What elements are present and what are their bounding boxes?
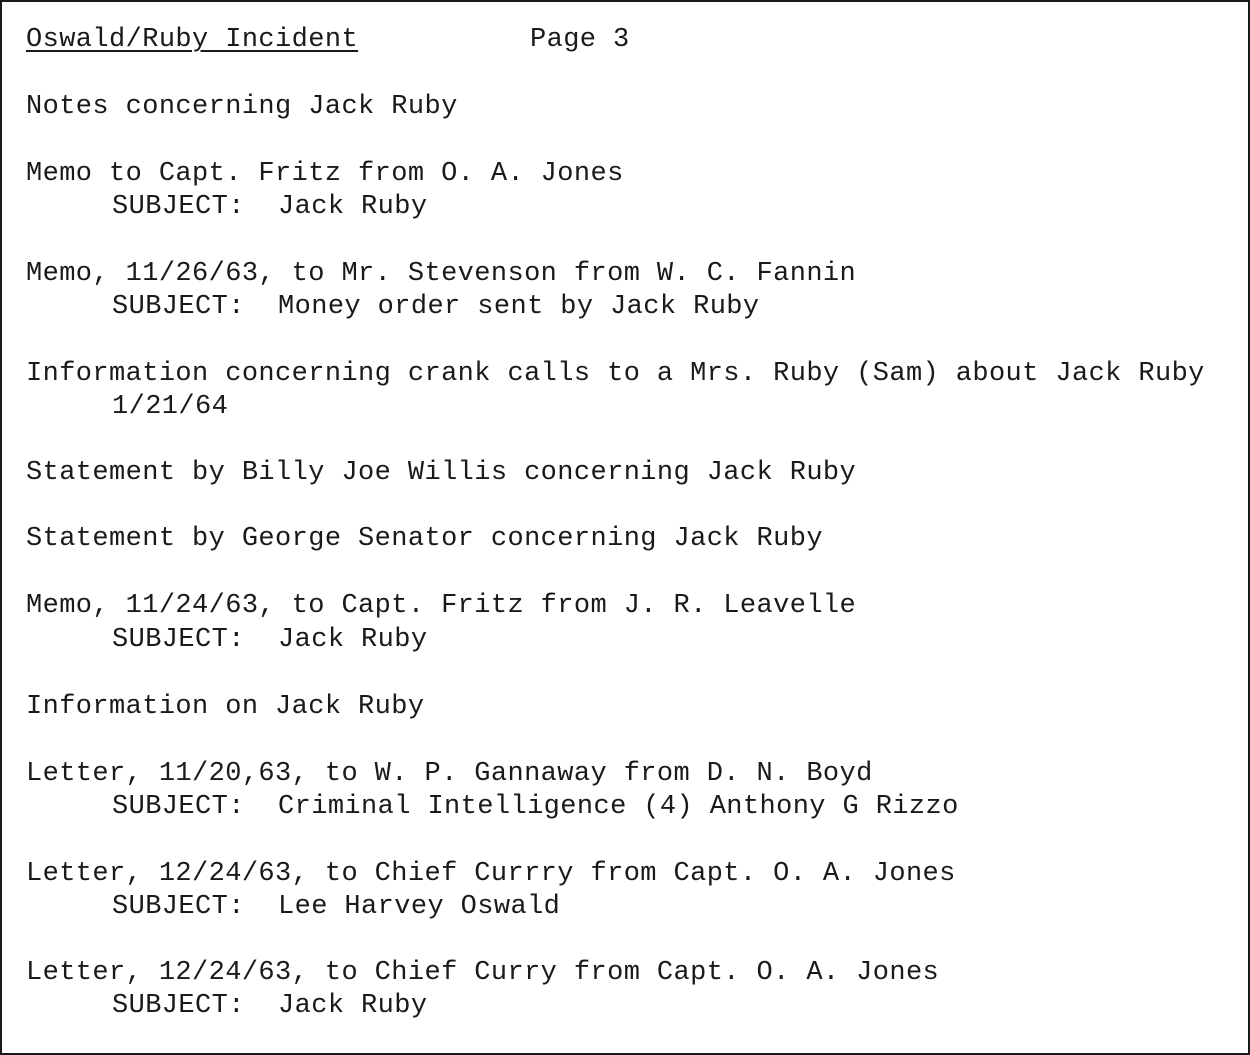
- entry-11-line-1: Letter, 12/24/63, to Chief Curry from Capt. O. A. Jones: [26, 958, 940, 988]
- document-title: Oswald/Ruby Incident: [26, 25, 359, 55]
- entry-1-line-1: Notes concerning Jack Ruby: [26, 92, 458, 122]
- entry-9-subject: SUBJECT: Criminal Intelligence (4) Anthony G Rizzo: [112, 792, 959, 822]
- entry-10-line-1: Letter, 12/24/63, to Chief Currry from Capt. O. A. Jones: [26, 859, 956, 889]
- entry-3-line-1: Memo, 11/26/63, to Mr. Stevenson from W. C. Fannin: [26, 259, 857, 289]
- entry-9-line-1: Letter, 11/20,63, to W. P. Gannaway from D. N. Boyd: [26, 759, 873, 789]
- entry-6-line-1: Statement by George Senator concerning Jack Ruby: [26, 524, 823, 554]
- entry-8-line-1: Information on Jack Ruby: [26, 692, 425, 722]
- entry-2-line-1: Memo to Capt. Fritz from O. A. Jones: [26, 159, 624, 189]
- entry-4-line-2: 1/21/64: [112, 392, 229, 422]
- entry-2-subject: SUBJECT: Jack Ruby: [112, 192, 428, 222]
- entry-10-subject: SUBJECT: Lee Harvey Oswald: [112, 892, 561, 922]
- entry-4-line-1: Information concerning crank calls to a Mrs. Ruby (Sam) about Jack Ruby: [26, 359, 1205, 389]
- entry-7-line-1: Memo, 11/24/63, to Capt. Fritz from J. R. Leavelle: [26, 591, 857, 621]
- entry-11-subject: SUBJECT: Jack Ruby: [112, 991, 428, 1021]
- page-number: Page 3: [530, 25, 630, 55]
- entry-7-subject: SUBJECT: Jack Ruby: [112, 625, 428, 655]
- entry-3-subject: SUBJECT: Money order sent by Jack Ruby: [112, 292, 760, 322]
- entry-5-line-1: Statement by Billy Joe Willis concerning Jack Ruby: [26, 458, 857, 488]
